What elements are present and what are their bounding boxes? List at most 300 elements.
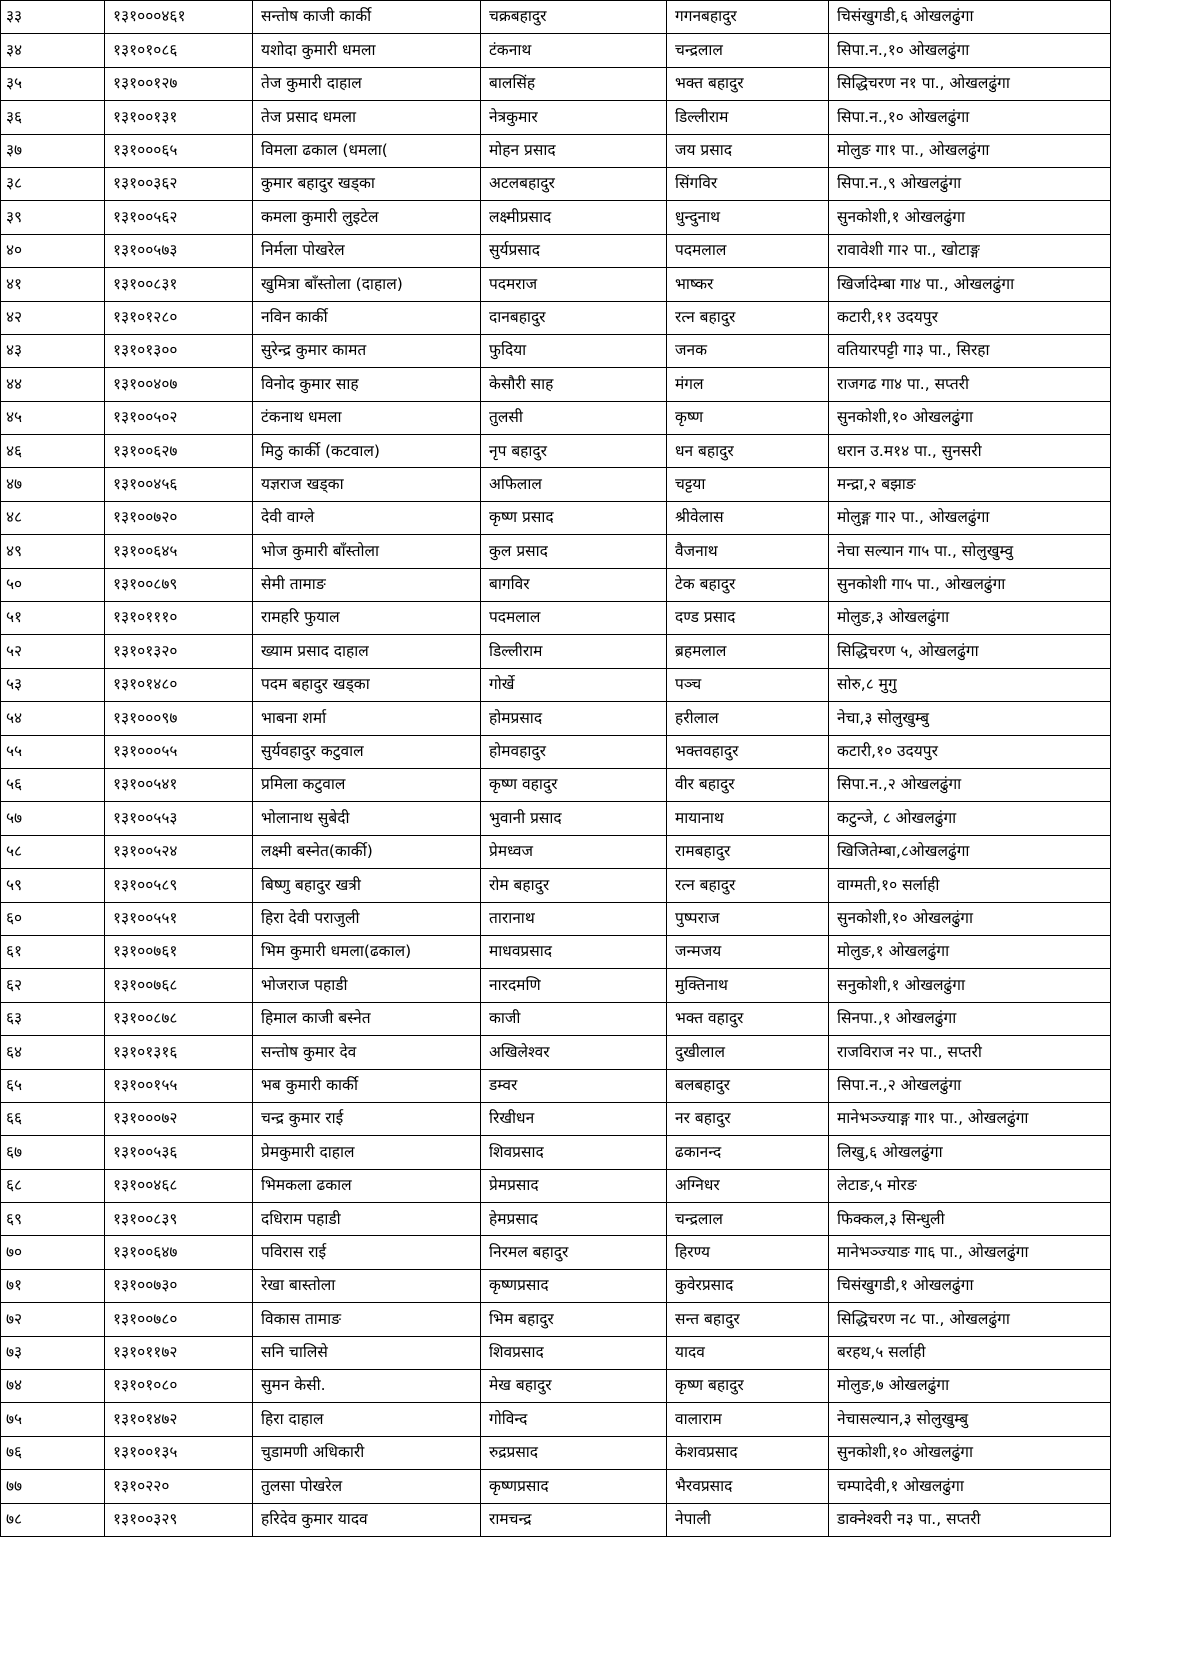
roll-number-cell: १३१००१२७	[105, 67, 253, 100]
serial-number-cell: ५६	[1, 768, 105, 801]
address-cell: खिर्जादेम्बा गा४ पा., ओखलढुंगा	[829, 268, 1111, 301]
father-name-cell: होमवहादुर	[481, 735, 667, 768]
name-cell: चुडामणी अधिकारी	[253, 1436, 481, 1469]
address-cell: कटारी,१० उदयपुर	[829, 735, 1111, 768]
name-cell: पदम बहादुर खड्का	[253, 668, 481, 701]
father-name-cell: शिवप्रसाद	[481, 1336, 667, 1369]
grandfather-name-cell: चन्द्रलाल	[667, 34, 829, 67]
father-name-cell: होमप्रसाद	[481, 702, 667, 735]
roll-number-cell: १३१०११७२	[105, 1336, 253, 1369]
roll-number-cell: १३१००४६८	[105, 1169, 253, 1202]
table-row	[1, 1303, 1111, 1336]
serial-number-cell: ४९	[1, 535, 105, 568]
name-cell: सुमन केसी.	[253, 1370, 481, 1403]
roll-number-cell: १३१००७६८	[105, 969, 253, 1002]
serial-number-cell: ३८	[1, 167, 105, 200]
serial-number-cell: ३४	[1, 34, 105, 67]
name-cell: तेज कुमारी दाहाल	[253, 67, 481, 100]
address-cell: डाक्नेश्वरी न३ पा., सप्तरी	[829, 1503, 1111, 1536]
father-name-cell: तुलसी	[481, 401, 667, 434]
father-name-cell: पदमराज	[481, 268, 667, 301]
grandfather-name-cell: चट्टया	[667, 468, 829, 501]
roll-number-cell: १३१०००४६१	[105, 1, 253, 34]
address-cell: सिद्धिचरण ५, ओखलढुंगा	[829, 635, 1111, 668]
roll-number-cell: १३१००५६२	[105, 201, 253, 234]
father-name-cell: कुल प्रसाद	[481, 535, 667, 568]
name-cell: सुर्यवहादुर कटुवाल	[253, 735, 481, 768]
grandfather-name-cell: धुन्दुनाथ	[667, 201, 829, 234]
name-cell: प्रमिला कटुवाल	[253, 768, 481, 801]
father-name-cell: फुदिया	[481, 334, 667, 367]
serial-number-cell: ३५	[1, 67, 105, 100]
serial-number-cell: ५३	[1, 668, 105, 701]
name-cell: यशोदा कुमारी धमला	[253, 34, 481, 67]
table-row	[1, 334, 1111, 367]
serial-number-cell: ५८	[1, 835, 105, 868]
grandfather-name-cell: रत्न बहादुर	[667, 301, 829, 334]
address-cell: राजविराज न२ पा., सप्तरी	[829, 1036, 1111, 1069]
grandfather-name-cell: नर बहादुर	[667, 1102, 829, 1135]
grandfather-name-cell: वीर बहादुर	[667, 768, 829, 801]
father-name-cell: नारदमणि	[481, 969, 667, 1002]
name-cell: रेखा बास्तोला	[253, 1269, 481, 1302]
address-cell: सिनपा.,१ ओखलढुंगा	[829, 1002, 1111, 1035]
grandfather-name-cell: भक्तवहादुर	[667, 735, 829, 768]
roll-number-cell: १३१०००५५	[105, 735, 253, 768]
table-row	[1, 1336, 1111, 1369]
table-row	[1, 1403, 1111, 1436]
table-row	[1, 234, 1111, 267]
serial-number-cell: ७०	[1, 1236, 105, 1269]
father-name-cell: अफिलाल	[481, 468, 667, 501]
roll-number-cell: १३१००५०२	[105, 401, 253, 434]
roll-number-cell: १३१००८३१	[105, 268, 253, 301]
roll-number-cell: १३१०१११०	[105, 602, 253, 635]
roll-number-cell: १३१०००९७	[105, 702, 253, 735]
name-cell: सुरेन्द्र कुमार कामत	[253, 334, 481, 367]
address-cell: सिद्धिचरण न१ पा., ओखलढुंगा	[829, 67, 1111, 100]
address-cell: नेचा सल्यान गा५ पा., सोलुखुम्वु	[829, 535, 1111, 568]
name-cell: भाबना शर्मा	[253, 702, 481, 735]
address-cell: नेचासल्यान,३ सोलुखुम्बु	[829, 1403, 1111, 1436]
address-cell: सुनकोशी,१ ओखलढुंगा	[829, 201, 1111, 234]
address-cell: सुनकोशी,१० ओखलढुंगा	[829, 1436, 1111, 1469]
address-cell: लिखु,६ ओखलढुंगा	[829, 1136, 1111, 1169]
grandfather-name-cell: श्रीवेलास	[667, 501, 829, 534]
address-cell: बरहथ,५ सर्लाही	[829, 1336, 1111, 1369]
grandfather-name-cell: अग्निधर	[667, 1169, 829, 1202]
table-body	[1, 1, 1111, 1537]
roll-number-cell: १३१००१५५	[105, 1069, 253, 1102]
roll-number-cell: १३१००३६२	[105, 167, 253, 200]
table-row	[1, 668, 1111, 701]
roll-number-cell: १३१००७८०	[105, 1303, 253, 1336]
table-row	[1, 535, 1111, 568]
roll-number-cell: १३१०१३२०	[105, 635, 253, 668]
father-name-cell: हेमप्रसाद	[481, 1203, 667, 1236]
serial-number-cell: ७६	[1, 1436, 105, 1469]
grandfather-name-cell: पदमलाल	[667, 234, 829, 267]
serial-number-cell: ३९	[1, 201, 105, 234]
serial-number-cell: ६६	[1, 1102, 105, 1135]
roll-number-cell: १३१०२२०	[105, 1470, 253, 1503]
roll-number-cell: १३१००८३९	[105, 1203, 253, 1236]
roll-number-cell: १३१००१३१	[105, 101, 253, 134]
name-cell: नविन कार्की	[253, 301, 481, 334]
serial-number-cell: ४३	[1, 334, 105, 367]
grandfather-name-cell: डिल्लीराम	[667, 101, 829, 134]
roll-number-cell: १३१०१२८०	[105, 301, 253, 334]
serial-number-cell: ७७	[1, 1470, 105, 1503]
father-name-cell: कृष्णप्रसाद	[481, 1470, 667, 1503]
address-cell: सिद्धिचरण न८ पा., ओखलढुंगा	[829, 1303, 1111, 1336]
grandfather-name-cell: सन्त बहादुर	[667, 1303, 829, 1336]
roll-number-cell: १३१०१०८०	[105, 1370, 253, 1403]
table-row	[1, 1503, 1111, 1536]
roll-number-cell: १३१००५५१	[105, 902, 253, 935]
father-name-cell: लक्ष्मीप्रसाद	[481, 201, 667, 234]
roll-number-cell: १३१०१०८६	[105, 34, 253, 67]
father-name-cell: शिवप्रसाद	[481, 1136, 667, 1169]
roll-number-cell: १३१००६४५	[105, 535, 253, 568]
table-row	[1, 301, 1111, 334]
table-row	[1, 368, 1111, 401]
table-row	[1, 1002, 1111, 1035]
father-name-cell: केसौरी साह	[481, 368, 667, 401]
serial-number-cell: ३६	[1, 101, 105, 134]
serial-number-cell: ६०	[1, 902, 105, 935]
roll-number-cell: १३१००५५३	[105, 802, 253, 835]
grandfather-name-cell: जय प्रसाद	[667, 134, 829, 167]
name-cell: भब कुमारी कार्की	[253, 1069, 481, 1102]
roll-number-cell: १३१००४५६	[105, 468, 253, 501]
table-row	[1, 435, 1111, 468]
address-cell: खिजितेम्बा,८ओखलढुंगा	[829, 835, 1111, 868]
name-cell: चन्द्र कुमार राई	[253, 1102, 481, 1135]
grandfather-name-cell: भाष्कर	[667, 268, 829, 301]
grandfather-name-cell: कुवेरप्रसाद	[667, 1269, 829, 1302]
name-cell: सनि चालिसे	[253, 1336, 481, 1369]
address-cell: कटुन्जे, ८ ओखलढुंगा	[829, 802, 1111, 835]
roll-number-cell: १३१०१३००	[105, 334, 253, 367]
name-cell: रामहरि फुयाल	[253, 602, 481, 635]
address-cell: सुनकोशी गा५ पा., ओखलढुंगा	[829, 568, 1111, 601]
grandfather-name-cell: पञ्च	[667, 668, 829, 701]
serial-number-cell: ६८	[1, 1169, 105, 1202]
address-cell: चम्पादेवी,१ ओखलढुंगा	[829, 1470, 1111, 1503]
roll-number-cell: १३१००३२९	[105, 1503, 253, 1536]
table-row	[1, 1236, 1111, 1269]
grandfather-name-cell: धन बहादुर	[667, 435, 829, 468]
address-cell: धरान उ.म१४ पा., सुनसरी	[829, 435, 1111, 468]
serial-number-cell: ५७	[1, 802, 105, 835]
name-cell: कुमार बहादुर खड्का	[253, 167, 481, 200]
father-name-cell: सुर्यप्रसाद	[481, 234, 667, 267]
father-name-cell: नृप बहादुर	[481, 435, 667, 468]
father-name-cell: रिखीधन	[481, 1102, 667, 1135]
table-row	[1, 902, 1111, 935]
address-cell: चिसंखुगडी,६ ओखलढुंगा	[829, 1, 1111, 34]
grandfather-name-cell: जनक	[667, 334, 829, 367]
roll-number-cell: १३१००८७८	[105, 1002, 253, 1035]
serial-number-cell: ६९	[1, 1203, 105, 1236]
name-cell: विमला ढकाल (धमला(	[253, 134, 481, 167]
father-name-cell: अटलबहादुर	[481, 167, 667, 200]
serial-number-cell: ७१	[1, 1269, 105, 1302]
serial-number-cell: ५२	[1, 635, 105, 668]
serial-number-cell: ४१	[1, 268, 105, 301]
address-cell: सनुकोशी,१ ओखलढुंगा	[829, 969, 1111, 1002]
table-row	[1, 735, 1111, 768]
father-name-cell: माधवप्रसाद	[481, 935, 667, 968]
name-cell: पविरास राई	[253, 1236, 481, 1269]
table-row	[1, 602, 1111, 635]
father-name-cell: बालसिंह	[481, 67, 667, 100]
address-cell: मानेभञ्ज्याङ गा६ पा., ओखलढुंगा	[829, 1236, 1111, 1269]
table-row	[1, 401, 1111, 434]
father-name-cell: भुवानी प्रसाद	[481, 802, 667, 835]
serial-number-cell: ७४	[1, 1370, 105, 1403]
father-name-cell: तारानाथ	[481, 902, 667, 935]
grandfather-name-cell: टेक बहादुर	[667, 568, 829, 601]
table-row	[1, 501, 1111, 534]
table-row	[1, 835, 1111, 868]
name-cell: दधिराम पहाडी	[253, 1203, 481, 1236]
father-name-cell: निरमल बहादुर	[481, 1236, 667, 1269]
father-name-cell: डिल्लीराम	[481, 635, 667, 668]
address-cell: फिक्कल,३ सिन्धुली	[829, 1203, 1111, 1236]
father-name-cell: गोर्खे	[481, 668, 667, 701]
serial-number-cell: ३३	[1, 1, 105, 34]
address-cell: सिपा.न.,२ ओखलढुंगा	[829, 1069, 1111, 1102]
table-row	[1, 768, 1111, 801]
name-cell: लक्ष्मी बस्नेत(कार्की)	[253, 835, 481, 868]
serial-number-cell: ६४	[1, 1036, 105, 1069]
father-name-cell: मोहन प्रसाद	[481, 134, 667, 167]
roll-number-cell: १३१००८७९	[105, 568, 253, 601]
address-cell: सुनकोशी,१० ओखलढुंगा	[829, 401, 1111, 434]
roll-number-cell: १३१००७२०	[105, 501, 253, 534]
roll-number-cell: १३१००७३०	[105, 1269, 253, 1302]
table-row	[1, 201, 1111, 234]
name-cell: हिरा दाहाल	[253, 1403, 481, 1436]
grandfather-name-cell: हिरण्य	[667, 1236, 829, 1269]
roll-number-cell: १३१०००६५	[105, 134, 253, 167]
table-row	[1, 468, 1111, 501]
grandfather-name-cell: हरीलाल	[667, 702, 829, 735]
table-row	[1, 1169, 1111, 1202]
grandfather-name-cell: कृष्ण	[667, 401, 829, 434]
grandfather-name-cell: चन्द्रलाल	[667, 1203, 829, 1236]
grandfather-name-cell: भक्त बहादुर	[667, 67, 829, 100]
grandfather-name-cell: ब्रहमलाल	[667, 635, 829, 668]
serial-number-cell: ६३	[1, 1002, 105, 1035]
table-row	[1, 1269, 1111, 1302]
serial-number-cell: ३७	[1, 134, 105, 167]
name-cell: यज्ञराज खड्का	[253, 468, 481, 501]
father-name-cell: कृष्ण प्रसाद	[481, 501, 667, 534]
roll-number-cell: १३१०१४७२	[105, 1403, 253, 1436]
serial-number-cell: ४०	[1, 234, 105, 267]
father-name-cell: पदमलाल	[481, 602, 667, 635]
table-row	[1, 935, 1111, 968]
father-name-cell: रुद्रप्रसाद	[481, 1436, 667, 1469]
name-cell: भोज कुमारी बाँस्तोला	[253, 535, 481, 568]
table-row	[1, 702, 1111, 735]
table-row	[1, 1370, 1111, 1403]
grandfather-name-cell: मायानाथ	[667, 802, 829, 835]
serial-number-cell: ६२	[1, 969, 105, 1002]
name-cell: सन्तोष कुमार देव	[253, 1036, 481, 1069]
grandfather-name-cell: भक्त वहादुर	[667, 1002, 829, 1035]
name-cell: कमला कुमारी लुइटेल	[253, 201, 481, 234]
table-row	[1, 869, 1111, 902]
address-cell: सिपा.न.,१० ओखलढुंगा	[829, 101, 1111, 134]
table-row	[1, 802, 1111, 835]
grandfather-name-cell: केशवप्रसाद	[667, 1436, 829, 1469]
grandfather-name-cell: नेपाली	[667, 1503, 829, 1536]
grandfather-name-cell: वैजनाथ	[667, 535, 829, 568]
father-name-cell: भिम बहादुर	[481, 1303, 667, 1336]
roll-number-cell: १३१००४०७	[105, 368, 253, 401]
serial-number-cell: ४७	[1, 468, 105, 501]
address-cell: चिसंखुगडी,१ ओखलढुंगा	[829, 1269, 1111, 1302]
serial-number-cell: ४५	[1, 401, 105, 434]
table-row	[1, 1102, 1111, 1135]
table-row	[1, 1136, 1111, 1169]
grandfather-name-cell: मुक्तिनाथ	[667, 969, 829, 1002]
father-name-cell: रोम बहादुर	[481, 869, 667, 902]
father-name-cell: अखिलेश्वर	[481, 1036, 667, 1069]
name-cell: खुमित्रा बाँस्तोला (दाहाल)	[253, 268, 481, 301]
roll-number-cell: १३१००५३६	[105, 1136, 253, 1169]
serial-number-cell: ७३	[1, 1336, 105, 1369]
roll-number-cell: १३१००६२७	[105, 435, 253, 468]
name-cell: हिरा देवी पराजुली	[253, 902, 481, 935]
father-name-cell: बागविर	[481, 568, 667, 601]
grandfather-name-cell: रामबहादुर	[667, 835, 829, 868]
name-cell: हरिदेव कुमार यादव	[253, 1503, 481, 1536]
address-cell: मोलुङ्ग गा२ पा., ओखलढुंगा	[829, 501, 1111, 534]
grandfather-name-cell: वालाराम	[667, 1403, 829, 1436]
serial-number-cell: ४८	[1, 501, 105, 534]
serial-number-cell: ६५	[1, 1069, 105, 1102]
father-name-cell: प्रेमप्रसाद	[481, 1169, 667, 1202]
table-row	[1, 101, 1111, 134]
name-cell: तेज प्रसाद धमला	[253, 101, 481, 134]
father-name-cell: टंकनाथ	[481, 34, 667, 67]
table-row	[1, 134, 1111, 167]
roll-number-cell: १३१०००७२	[105, 1102, 253, 1135]
roll-number-cell: १३१०१४८०	[105, 668, 253, 701]
address-cell: मोलुङ,३ ओखलढुंगा	[829, 602, 1111, 635]
address-cell: मन्द्रा,२ बझाङ	[829, 468, 1111, 501]
table-row	[1, 635, 1111, 668]
grandfather-name-cell: दुखीलाल	[667, 1036, 829, 1069]
grandfather-name-cell: बलबहादुर	[667, 1069, 829, 1102]
name-cell: मिठु कार्की (कटवाल)	[253, 435, 481, 468]
serial-number-cell: ७२	[1, 1303, 105, 1336]
name-cell: हिमाल काजी बस्नेत	[253, 1002, 481, 1035]
table-row	[1, 268, 1111, 301]
father-name-cell: डम्वर	[481, 1069, 667, 1102]
name-cell: भिम कुमारी धमला(ढकाल)	[253, 935, 481, 968]
roll-number-cell: १३१०१३१६	[105, 1036, 253, 1069]
name-cell: टंकनाथ धमला	[253, 401, 481, 434]
name-cell: भिमकला ढकाल	[253, 1169, 481, 1202]
grandfather-name-cell: सिंगविर	[667, 167, 829, 200]
father-name-cell: नेत्रकुमार	[481, 101, 667, 134]
serial-number-cell: ६१	[1, 935, 105, 968]
grandfather-name-cell: पुष्पराज	[667, 902, 829, 935]
serial-number-cell: ५५	[1, 735, 105, 768]
table-row	[1, 34, 1111, 67]
table-row	[1, 167, 1111, 200]
roll-number-cell: १३१००५८९	[105, 869, 253, 902]
serial-number-cell: ७८	[1, 1503, 105, 1536]
grandfather-name-cell: गगनबहादुर	[667, 1, 829, 34]
grandfather-name-cell: मंगल	[667, 368, 829, 401]
serial-number-cell: ६७	[1, 1136, 105, 1169]
father-name-cell: दानबहादुर	[481, 301, 667, 334]
roll-number-cell: १३१००१३५	[105, 1436, 253, 1469]
address-cell: कटारी,११ उदयपुर	[829, 301, 1111, 334]
grandfather-name-cell: यादव	[667, 1336, 829, 1369]
name-cell: भोजराज पहाडी	[253, 969, 481, 1002]
address-cell: वतियारपट्टी गा३ पा., सिरहा	[829, 334, 1111, 367]
roll-number-cell: १३१००५४१	[105, 768, 253, 801]
father-name-cell: गोविन्द	[481, 1403, 667, 1436]
grandfather-name-cell: ढकानन्द	[667, 1136, 829, 1169]
address-cell: सिपा.न.,९ ओखलढुंगा	[829, 167, 1111, 200]
father-name-cell: कृष्णप्रसाद	[481, 1269, 667, 1302]
serial-number-cell: ७५	[1, 1403, 105, 1436]
name-cell: प्रेमकुमारी दाहाल	[253, 1136, 481, 1169]
address-cell: नेचा,३ सोलुखुम्बु	[829, 702, 1111, 735]
father-name-cell: मेख बहादुर	[481, 1370, 667, 1403]
table-row	[1, 1036, 1111, 1069]
roll-number-cell: १३१००५७३	[105, 234, 253, 267]
name-cell: देवी वाग्ले	[253, 501, 481, 534]
serial-number-cell: ५९	[1, 869, 105, 902]
grandfather-name-cell: जन्मजय	[667, 935, 829, 968]
table-row	[1, 1470, 1111, 1503]
grandfather-name-cell: रत्न बहादुर	[667, 869, 829, 902]
name-cell: बिष्णु बहादुर खत्री	[253, 869, 481, 902]
table-row	[1, 568, 1111, 601]
table-row	[1, 1, 1111, 34]
father-name-cell: रामचन्द्र	[481, 1503, 667, 1536]
address-cell: सोरु,८ मुगु	[829, 668, 1111, 701]
address-cell: मोलुङ गा१ पा., ओखलढुंगा	[829, 134, 1111, 167]
grandfather-name-cell: भैरवप्रसाद	[667, 1470, 829, 1503]
serial-number-cell: ४६	[1, 435, 105, 468]
address-cell: लेटाङ,५ मोरङ	[829, 1169, 1111, 1202]
name-cell: तुलसा पोखरेल	[253, 1470, 481, 1503]
address-cell: सुनकोशी,१० ओखलढुंगा	[829, 902, 1111, 935]
father-name-cell: कृष्ण वहादुर	[481, 768, 667, 801]
table-row	[1, 1203, 1111, 1236]
serial-number-cell: ४४	[1, 368, 105, 401]
table-row	[1, 1069, 1111, 1102]
address-cell: सिपा.न.,२ ओखलढुंगा	[829, 768, 1111, 801]
grandfather-name-cell: दण्ड प्रसाद	[667, 602, 829, 635]
address-cell: राजगढ गा४ पा., सप्तरी	[829, 368, 1111, 401]
serial-number-cell: ४२	[1, 301, 105, 334]
address-cell: रावावेशी गा२ पा., खोटाङ्ग	[829, 234, 1111, 267]
table-row	[1, 1436, 1111, 1469]
name-cell: सन्तोष काजी कार्की	[253, 1, 481, 34]
